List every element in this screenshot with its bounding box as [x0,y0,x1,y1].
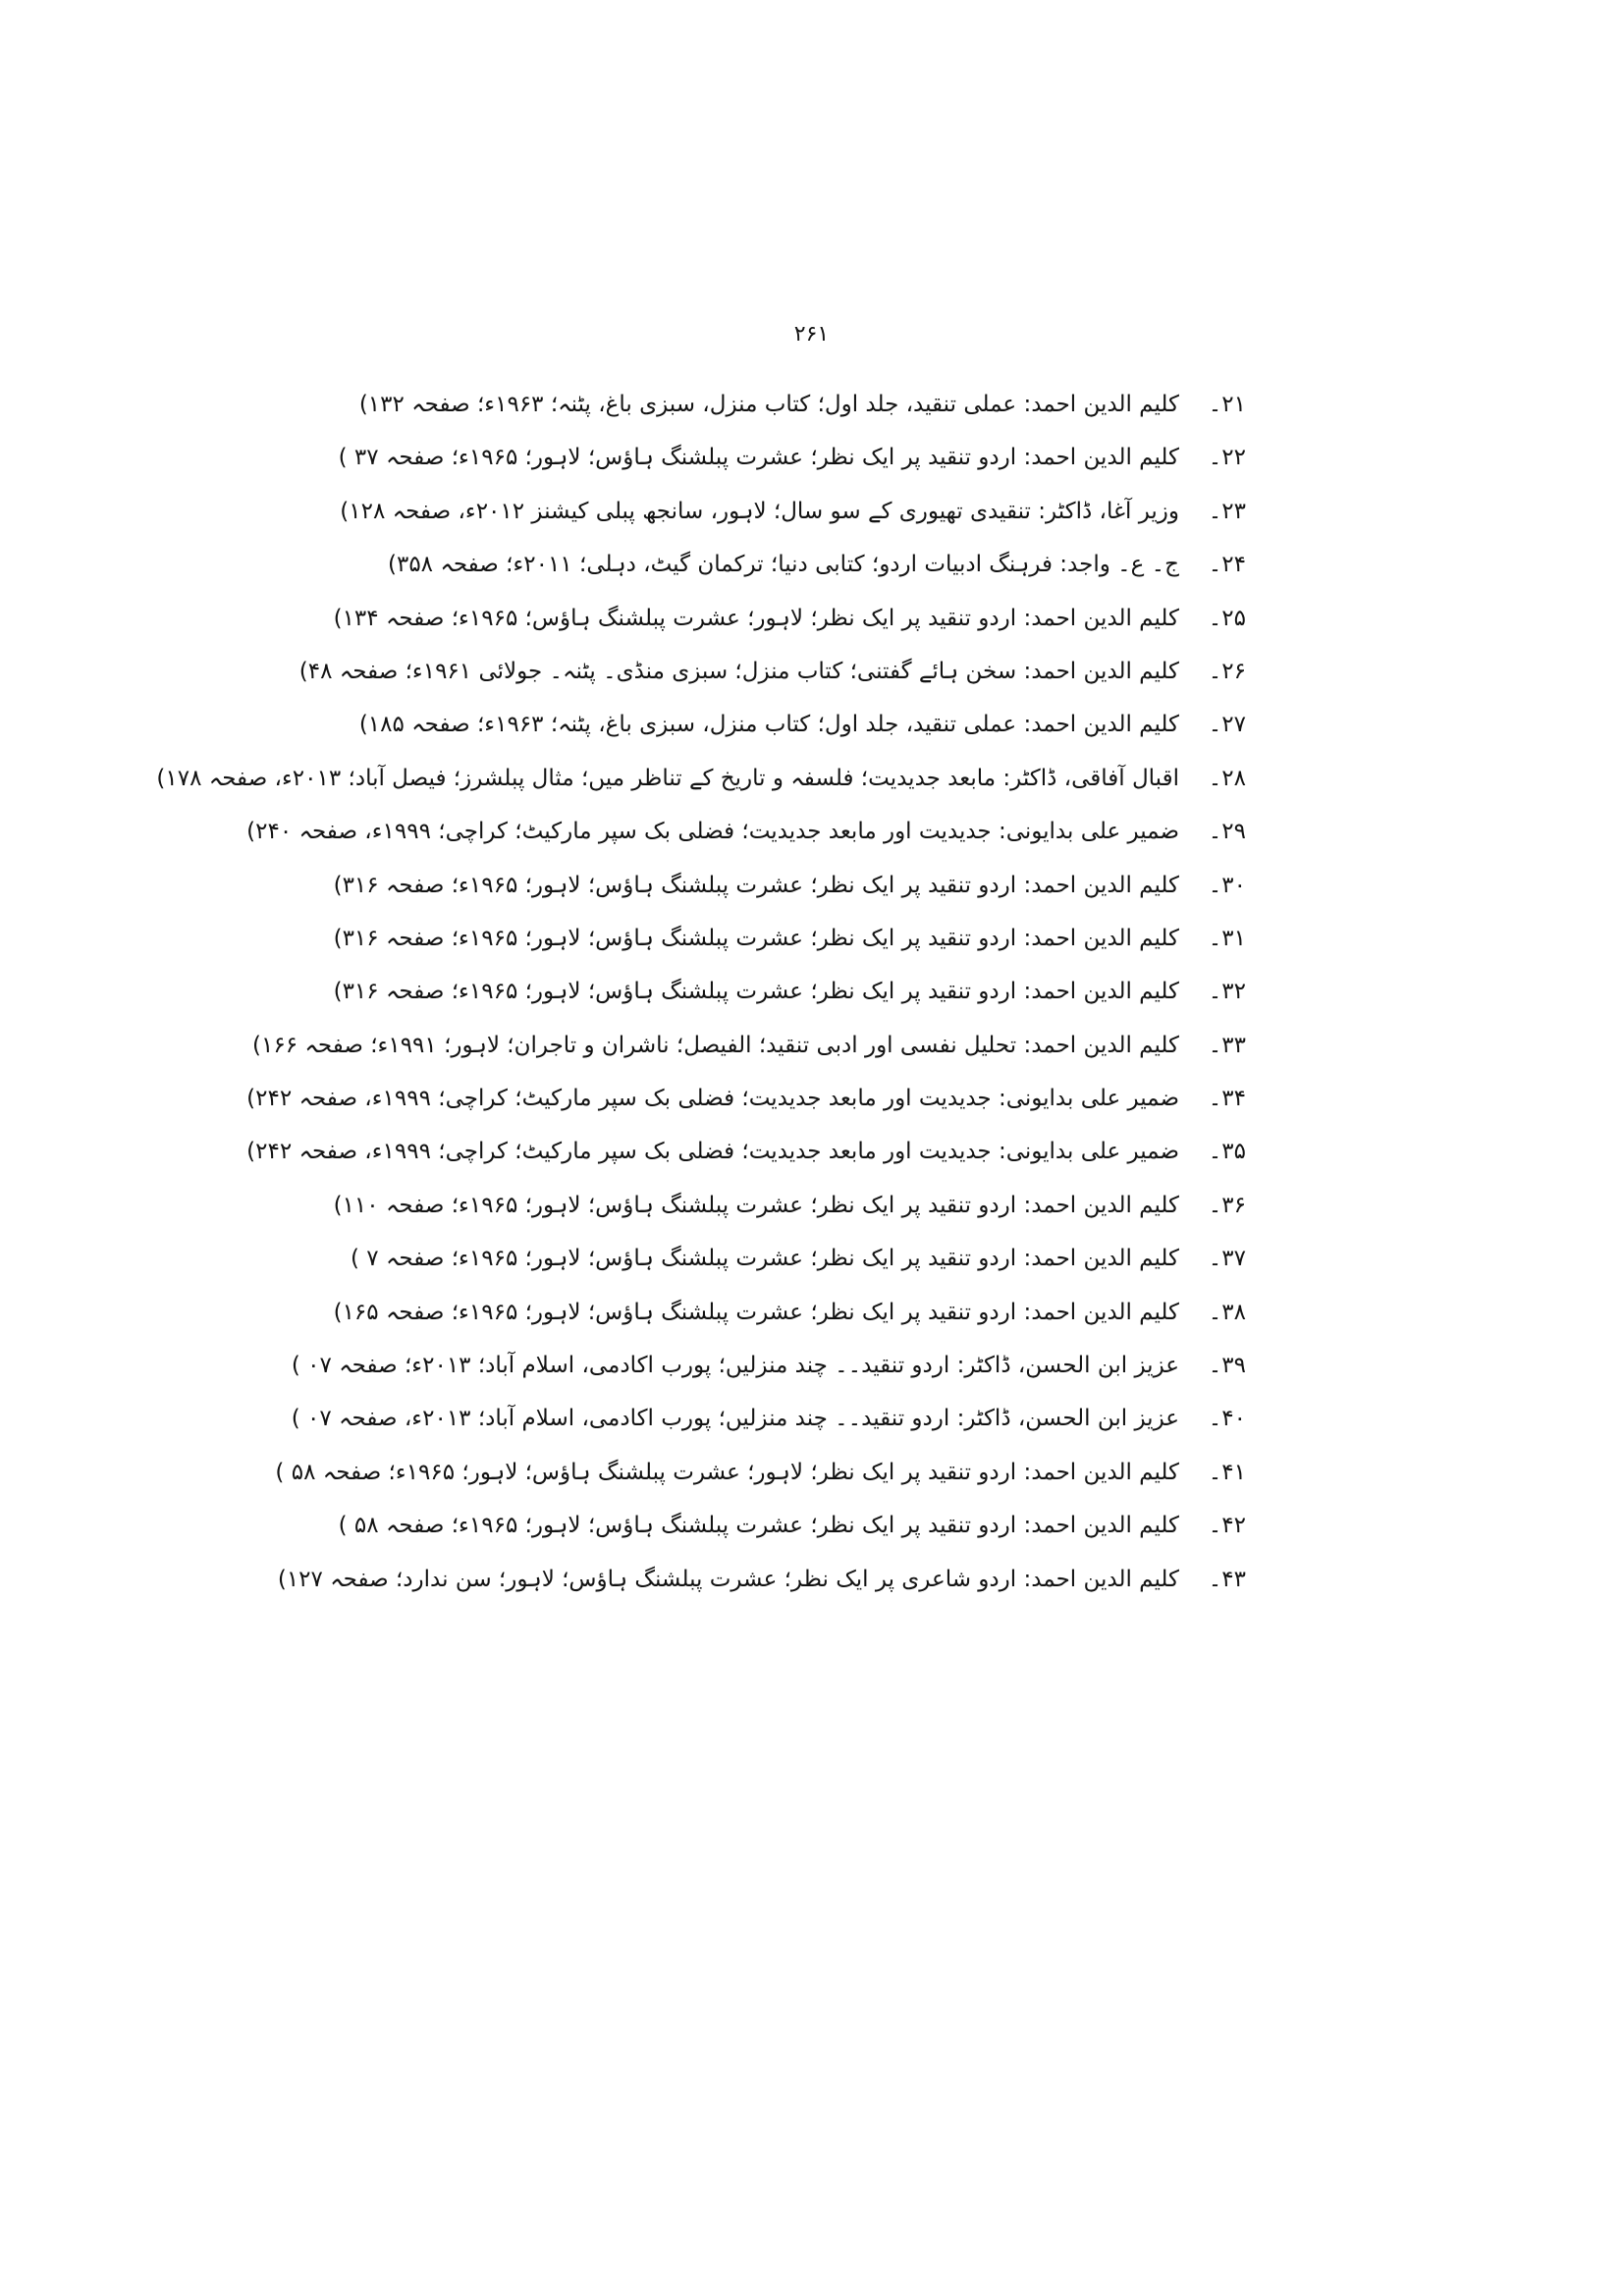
reference-item [298,645,1246,698]
reference-text: کلیم الدین احمد: اردو تنقید پر ایک نظر؛ عشرت پبلشنگ ہاؤس؛ لاہور؛ ۱۹۶۵ء؛ صفحہ ۳۱۶) [333,872,1179,898]
page-number: ۲۶۱ [793,322,830,347]
reference-number: ۳۲۔ [1208,979,1246,1005]
reference-text: کلیم الدین احمد: اردو تنقید پر ایک نظر؛ عشرت پبلشنگ ہاؤس؛ لاہور؛ ۱۹۶۵ء؛ صفحہ ۳۷ ) [338,445,1179,471]
reference-text: کلیم الدین احمد: اردو تنقید پر ایک نظر؛ عشرت پبلشنگ ہاؤس؛ لاہور؛ ۱۹۶۵ء؛ صفحہ ۱۱۰) [333,1192,1179,1218]
reference-item [246,805,1246,858]
reference-text: کلیم الدین احمد: اردو تنقید پر ایک نظر؛ عشرت پبلشنگ ہاؤس؛ لاہور؛ ۱۹۶۵ء؛ صفحہ ۳۱۶) [333,979,1179,1005]
reference-number: ۳۳۔ [1208,1032,1246,1058]
reference-number: ۳۰۔ [1208,872,1246,898]
reference-text: عزیز ابن الحسن، ڈاکٹر: اردو تنقید۔۔ چند منزلیں؛ پورب اکادمی، اسلام آباد؛ ۲۰۱۳ء؛ صفحہ ۰۷ ) [291,1353,1179,1379]
reference-text: ضمیر علی بدایونی: جدیدیت اور مابعد جدیدیت؛ فضلی بک سپر مارکیٹ؛ کراچی؛ ۱۹۹۹ء، صفحہ ۲۴۲) [246,1139,1179,1165]
reference-item [156,752,1246,805]
reference-item [246,1072,1246,1125]
reference-item [334,965,1246,1018]
reference-text: کلیم الدین احمد: سخن ہائے گفتنی؛ کتاب منزل؛ سبزی منڈی۔ پٹنہ۔ جولائی ۱۹۶۱ء؛ صفحہ ۴۸) [298,658,1179,684]
reference-item [291,1339,1246,1392]
reference-number: ۳۱۔ [1208,925,1246,951]
reference-text: ضمیر علی بدایونی: جدیدیت اور مابعد جدیدیت؛ فضلی بک سپر مارکیٹ؛ کراچی؛ ۱۹۹۹ء، صفحہ ۲۴۰) [246,819,1179,845]
reference-item [291,1392,1246,1445]
reference-number: ۲۹۔ [1208,819,1246,845]
reference-number: ۲۲۔ [1208,445,1246,471]
reference-text: اقبال آفاقی، ڈاکٹر: مابعد جدیدیت؛ فلسفہ و تاریخ کے تناظر میں؛ مثال پبلشرز؛ فیصل آباد؛ ۲۰۱۳ء، صفحہ ۱۷۸) [156,765,1179,791]
reference-text: کلیم الدین احمد: اردو تنقید پر ایک نظر؛ عشرت پبلشنگ ہاؤس؛ لاہور؛ ۱۹۶۵ء؛ صفحہ ۳۱۶) [333,925,1179,951]
reference-list [156,378,1246,1606]
reference-item [334,538,1246,591]
reference-number: ۲۷۔ [1208,712,1246,738]
reference-text: کلیم الدین احمد: اردو شاعری پر ایک نظر؛ عشرت پبلشنگ ہاؤس؛ لاہور؛ سن ندارد؛ صفحہ ۱۲۷) [277,1566,1179,1592]
reference-number: ۳۹۔ [1208,1353,1246,1379]
reference-text: کلیم الدین احمد: اردو تنقید پر ایک نظر؛ لاہور؛ عشرت پبلشنگ ہاؤس؛ ۱۹۶۵ء؛ صفحہ ۱۳۴) [333,605,1179,631]
reference-text: کلیم الدین احمد: اردو تنقید پر ایک نظر؛ لاہور؛ عشرت پبلشنگ ہاؤس؛ لاہور؛ ۱۹۶۵ء؛ صفحہ ۵۸ ) [275,1459,1179,1485]
reference-text: کلیم الدین احمد: اردو تنقید پر ایک نظر؛ عشرت پبلشنگ ہاؤس؛ لاہور؛ ۱۹۶۵ء؛ صفحہ ۷ ) [350,1246,1179,1272]
reference-text: عزیز ابن الحسن، ڈاکٹر: اردو تنقید۔۔ چند منزلیں؛ پورب اکادمی، اسلام آباد؛ ۲۰۱۳ء، صفحہ ۰۷ ) [291,1406,1179,1432]
reference-item [334,1286,1246,1339]
reference-number: ۴۱۔ [1208,1459,1246,1485]
reference-number: ۳۷۔ [1208,1246,1246,1272]
reference-number: ۳۴۔ [1208,1086,1246,1112]
reference-item [334,1179,1246,1232]
reference-item [246,1125,1246,1178]
reference-number: ۳۸۔ [1208,1299,1246,1325]
reference-item [334,859,1246,912]
reference-text: کلیم الدین احمد: اردو تنقید پر ایک نظر؛ عشرت پبلشنگ ہاؤس؛ لاہور؛ ۱۹۶۵ء؛ صفحہ ۱۶۵) [333,1299,1179,1325]
reference-item [334,485,1246,538]
reference-number: ۲۱۔ [1208,392,1246,417]
reference-number: ۴۲۔ [1208,1513,1246,1539]
reference-item [334,698,1246,751]
reference-number: ۲۸۔ [1208,765,1246,791]
reference-text: کلیم الدین احمد: اردو تنقید پر ایک نظر؛ عشرت پبلشنگ ہاؤس؛ لاہور؛ ۱۹۶۵ء؛ صفحہ ۵۸ ) [338,1513,1179,1539]
reference-text: وزیر آغا، ڈاکٹر: تنقیدی تھیوری کے سو سال؛ لاہور، سانجھ پبلی کیشنز ۲۰۱۲ء، صفحہ ۱۲۸) [340,498,1179,524]
reference-number: ۲۴۔ [1208,552,1246,578]
reference-item [334,1499,1246,1552]
reference-text: کلیم الدین احمد: تحلیل نفسی اور ادبی تنقید؛ الفیصل؛ ناشران و تاجران؛ لاہور؛ ۱۹۹۱ء؛ صفحہ ۱۶۶) [252,1032,1179,1058]
reference-text: کلیم الدین احمد: عملی تنقید، جلد اول؛ کتاب منزل، سبزی باغ، پٹنہ؛ ۱۹۶۳ء؛ صفحہ ۱۳۲) [358,392,1179,417]
reference-item [252,1019,1246,1072]
reference-text: کلیم الدین احمد: عملی تنقید، جلد اول؛ کتاب منزل، سبزی باغ، پٹنہ؛ ۱۹۶۳ء؛ صفحہ ۱۸۵) [358,712,1179,738]
reference-item [334,378,1246,431]
reference-item [277,1553,1246,1606]
reference-item [334,431,1246,484]
reference-number: ۲۵۔ [1208,605,1246,631]
reference-number: ۲۳۔ [1208,498,1246,524]
reference-item [334,1232,1246,1285]
reference-number: ۴۰۔ [1208,1406,1246,1432]
reference-number: ۳۵۔ [1208,1139,1246,1165]
reference-text: ضمیر علی بدایونی: جدیدیت اور مابعد جدیدیت؛ فضلی بک سپر مارکیٹ؛ کراچی؛ ۱۹۹۹ء، صفحہ ۲۴۲) [246,1086,1179,1112]
reference-number: ۲۶۔ [1208,658,1246,684]
reference-number: ۳۶۔ [1208,1192,1246,1218]
reference-text: ج۔ ع۔ واجد: فرہنگ ادبیات اردو؛ کتابی دنیا؛ ترکمان گیٹ، دہلی؛ ۲۰۱۱ء؛ صفحہ ۳۵۸) [387,552,1179,578]
reference-item [334,592,1246,645]
reference-number: ۴۳۔ [1208,1566,1246,1592]
reference-item [275,1446,1246,1499]
reference-item [334,912,1246,965]
